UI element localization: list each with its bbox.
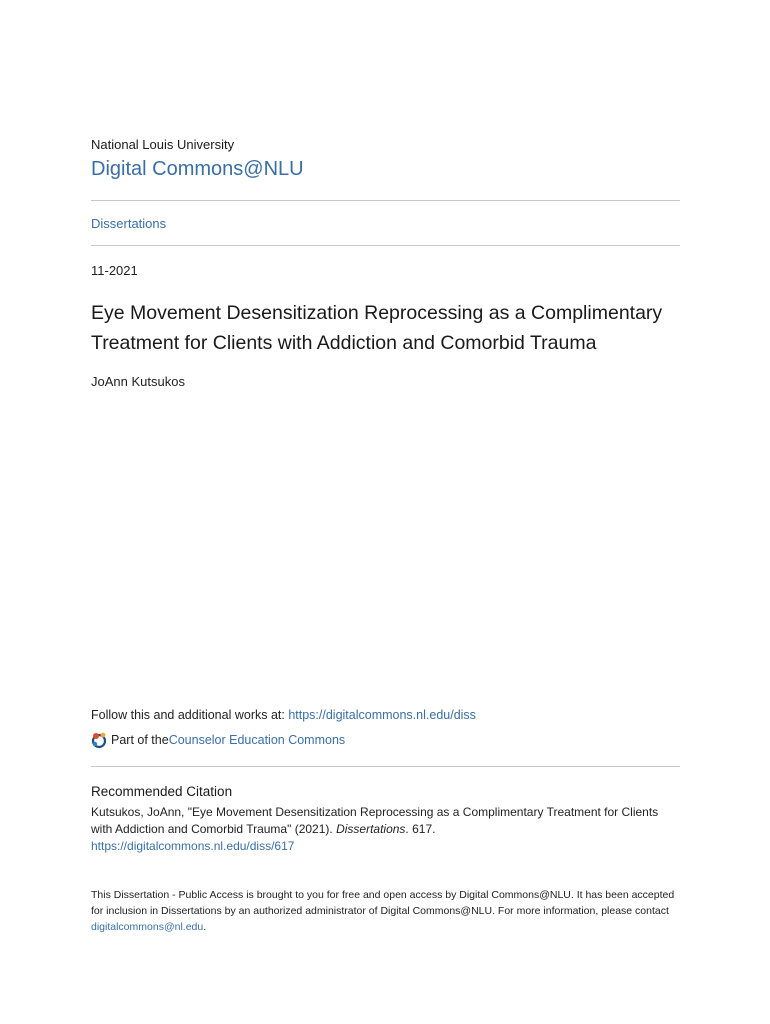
access-notice [91, 887, 681, 935]
document-title: Eye Movement Desensitization Reprocessing as a Complimentary Treatment for Clients with Addiction and Comorbid Trauma [91, 302, 663, 354]
citation-body [91, 804, 671, 855]
divider [91, 766, 680, 767]
commons-link[interactable]: Counselor Education Commons [168, 733, 346, 747]
contact-email-link[interactable]: digitalcommons@nl.edu [91, 921, 204, 933]
follow-url-link[interactable]: https://digitalcommons.nl.edu/diss [288, 708, 476, 722]
institution-name: National Louis University [91, 137, 235, 152]
citation-heading: Recommended Citation [91, 784, 233, 799]
notice-suffix: . [203, 921, 207, 933]
part-of-line [91, 731, 345, 749]
part-of-prefix: Part of the [111, 733, 169, 747]
author-name: JoAnn Kutsukos [91, 374, 185, 389]
divider [91, 245, 680, 246]
follow-prefix: Follow this and additional works at: [91, 708, 289, 722]
series-link[interactable]: Dissertations [91, 216, 167, 231]
citation-series: Dissertations [336, 822, 406, 836]
repository-link[interactable]: Digital Commons@NLU [91, 158, 304, 180]
divider [91, 200, 680, 201]
follow-line [91, 708, 476, 722]
network-icon [91, 731, 109, 749]
citation-number: . 617. [405, 822, 436, 836]
notice-text: This Dissertation - Public Access is brought to you for free and open access by Digital Commons@NLU. It has been accepted for inclusion in Dissertations by an authorized administrator of Digital Commons@NLU. For more information, please contact [91, 889, 675, 917]
citation-url-link[interactable]: https://digitalcommons.nl.edu/diss/617 [91, 839, 295, 853]
publication-date: 11-2021 [91, 263, 138, 278]
citation-text: Kutsukos, JoAnn, "Eye Movement Desensitization Reprocessing as a Complimentary Treatment for Clients with Addiction and Comorbid Trauma" (2021). [91, 805, 659, 836]
